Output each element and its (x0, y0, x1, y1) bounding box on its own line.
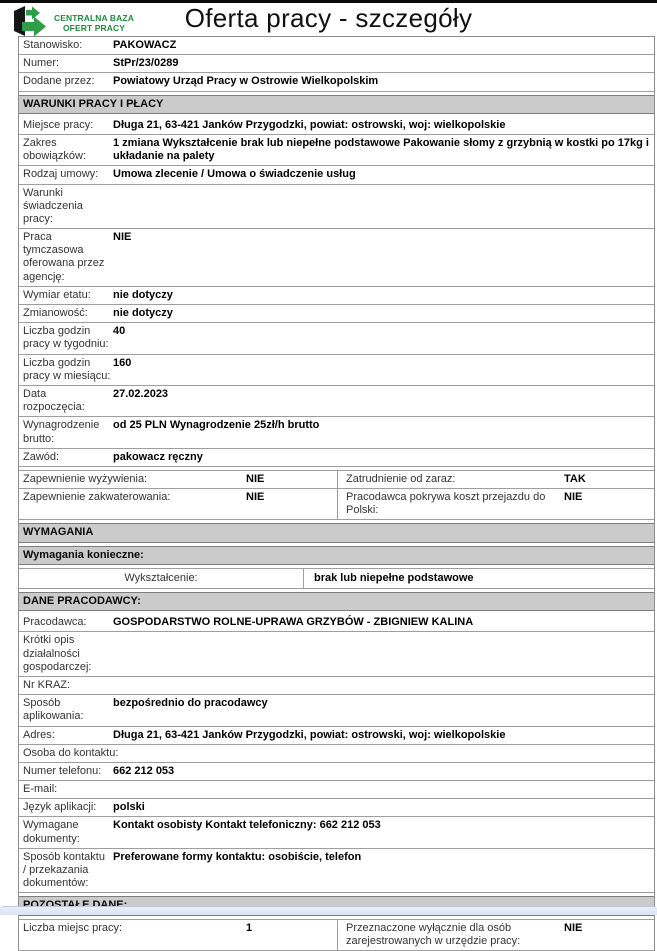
table-row (19, 55, 654, 73)
table-row (19, 229, 654, 287)
field-value: Powiatowy Urząd Pracy w Ostrowie Wielkopolskim (113, 75, 379, 88)
field-label: Liczba godzin pracy w tygodniu: (23, 325, 109, 351)
field-value: TAK (564, 472, 586, 485)
table-row (19, 470, 654, 489)
table-row (19, 449, 654, 467)
table-row (19, 919, 654, 951)
field-label: Numer telefonu: (23, 764, 102, 777)
table-row (19, 817, 654, 848)
section-title: Wymagania konieczne: (23, 548, 144, 561)
field-value: Preferowane formy kontaktu: osobiście, telefon (113, 850, 362, 863)
pair-cell-right (338, 471, 654, 488)
table-row (19, 614, 654, 632)
section-title: WYMAGANIA (23, 526, 94, 539)
field-value: 1 (246, 921, 253, 934)
table-row (19, 185, 654, 230)
field-label: Zakres obowiązków: (23, 136, 86, 163)
table-row (19, 386, 654, 417)
field-label: Liczba miejsc pracy: (23, 921, 123, 934)
field-value: 1 zmiana Wykształcenie brak lub niepełne podstawowe Pakowanie słomy z grzybnią w kostki po 17kg i układanie na palety (113, 136, 649, 163)
field-label: Adres: (23, 728, 55, 741)
table-row (19, 745, 654, 763)
table-row (19, 677, 654, 695)
field-value (113, 634, 650, 674)
field-label: Język aplikacji: (23, 801, 97, 814)
table-row (19, 489, 654, 520)
field-label: Zapewnienie wyżywienia: (23, 472, 148, 485)
table-row (19, 568, 654, 589)
table-row (19, 305, 654, 323)
field-label: Miejsce pracy: (23, 118, 94, 131)
field-label: Zawód: (23, 450, 60, 463)
field-label: Dodane przez: (23, 75, 95, 88)
table-row (19, 763, 654, 781)
field-value: nie dotyczy (113, 288, 173, 301)
field-label: Sposób aplikowania: (23, 697, 84, 723)
field-value: bezpośrednio do pracodawcy (113, 697, 268, 710)
field-value: od 25 PLN Wynagrodzenie 25zł/h brutto (113, 419, 320, 432)
field-label: Data rozpoczęcia: (23, 387, 85, 414)
field-label: Nr KRAZ: (23, 678, 71, 691)
field-value: Kontakt osobisty Kontakt telefoniczny: 662 212 053 (113, 819, 381, 832)
field-label: Zapewnienie zakwaterowania: (23, 491, 171, 504)
field-value: Długa 21, 63-421 Janków Przygodzki, powiat: ostrowski, woj: wielkopolskie (113, 118, 506, 131)
table-row (19, 632, 654, 677)
table-row (19, 781, 654, 799)
field-label: Wymiar etatu: (23, 288, 91, 301)
field-value (113, 187, 650, 227)
section-header-row (19, 523, 654, 542)
field-value: NIE (564, 491, 583, 504)
field-value (338, 747, 651, 760)
page-title: Oferta pracy - szczegóły (184, 3, 473, 33)
bottom-window-edge (0, 906, 657, 915)
field-label: Liczba godzin pracy w miesiącu: (23, 356, 111, 382)
table-row (19, 287, 654, 305)
table-row (19, 355, 654, 386)
requirement-label: Wykształcenie: (19, 569, 304, 588)
field-label: Zmianowość: (23, 307, 88, 319)
field-value: polski (113, 801, 145, 814)
field-value: StPr/23/0289 (113, 57, 179, 70)
table-row (19, 166, 654, 184)
field-value (338, 679, 651, 692)
field-label: Osoba do kontaktu: (23, 746, 119, 759)
field-value: PAKOWACZ (113, 39, 177, 51)
page-header (0, 3, 657, 36)
field-label: Numer: (23, 57, 60, 70)
field-value: NIE (246, 491, 265, 504)
pair-cell-right (338, 920, 654, 950)
requirement-value: brak lub niepełne podstawowe (314, 571, 474, 584)
field-label: Stanowisko: (23, 39, 83, 51)
job-offer-details-table (18, 36, 655, 951)
table-row (19, 323, 654, 354)
field-value: NIE (564, 921, 583, 934)
field-label: Praca tymczasowa oferowana przez agencję: (23, 231, 105, 283)
table-row (19, 695, 654, 726)
field-label: Wynagrodzenie brutto: (23, 419, 100, 445)
section-header-row (19, 95, 654, 114)
table-row (19, 849, 654, 894)
table-row (19, 799, 654, 817)
table-row (19, 417, 654, 448)
pair-cell-left (19, 489, 338, 519)
field-value: 40 (113, 325, 126, 338)
section-header-row (19, 546, 654, 565)
field-label: Warunki świadczenia pracy: (23, 186, 83, 225)
table-row (19, 727, 654, 745)
cbop-logo-line1: CENTRALNA BAZA (54, 12, 134, 23)
table-row (19, 117, 654, 135)
field-label: Sposób kontaktu / przekazania dokumentów: (23, 850, 105, 890)
field-value (338, 783, 651, 796)
section-title: DANE PRACODAWCY: (23, 595, 141, 607)
field-value: 662 212 053 (113, 764, 175, 777)
field-value: NIE (113, 231, 132, 244)
field-label: Krótki opis działalności gospodarczej: (23, 634, 92, 673)
field-value: nie dotyczy (113, 307, 173, 319)
section-title: WARUNKI PRACY I PŁACY (23, 97, 164, 110)
pair-cell-left (19, 471, 338, 488)
field-value: 160 (113, 356, 132, 369)
field-label: Pracodawca: (23, 616, 87, 629)
field-value: Umowa zlecenie / Umowa o świadczenie usług (113, 168, 356, 181)
table-row (19, 73, 654, 91)
field-label: Pracodawca pokrywa koszt przejazdu do Polski: (346, 491, 546, 517)
cbop-logo-line2: OFERT PRACY (62, 22, 125, 33)
field-label: Wymagane dokumenty: (23, 819, 80, 845)
field-label: Rodzaj umowy: (23, 168, 99, 181)
field-label: Przeznaczone wyłącznie dla osób zarejestrowanych w urzędzie pracy: (346, 921, 521, 947)
field-value: GOSPODARSTWO ROLNE-UPRAWA GRZYBÓW - ZBIGNIEW KALINA (113, 616, 474, 629)
pair-cell-right (338, 489, 654, 519)
table-row (19, 135, 654, 166)
section-header-row (19, 592, 654, 611)
pair-cell-left (19, 920, 338, 950)
field-value: Długa 21, 63-421 Janków Przygodzki, powiat: ostrowski, woj: wielkopolskie (113, 728, 506, 741)
field-label: E-mail: (23, 783, 58, 796)
field-value: pakowacz ręczny (113, 450, 203, 463)
field-value: NIE (246, 472, 265, 485)
field-label: Zatrudnienie od zaraz: (346, 472, 456, 485)
field-value: 27.02.2023 (113, 387, 169, 400)
